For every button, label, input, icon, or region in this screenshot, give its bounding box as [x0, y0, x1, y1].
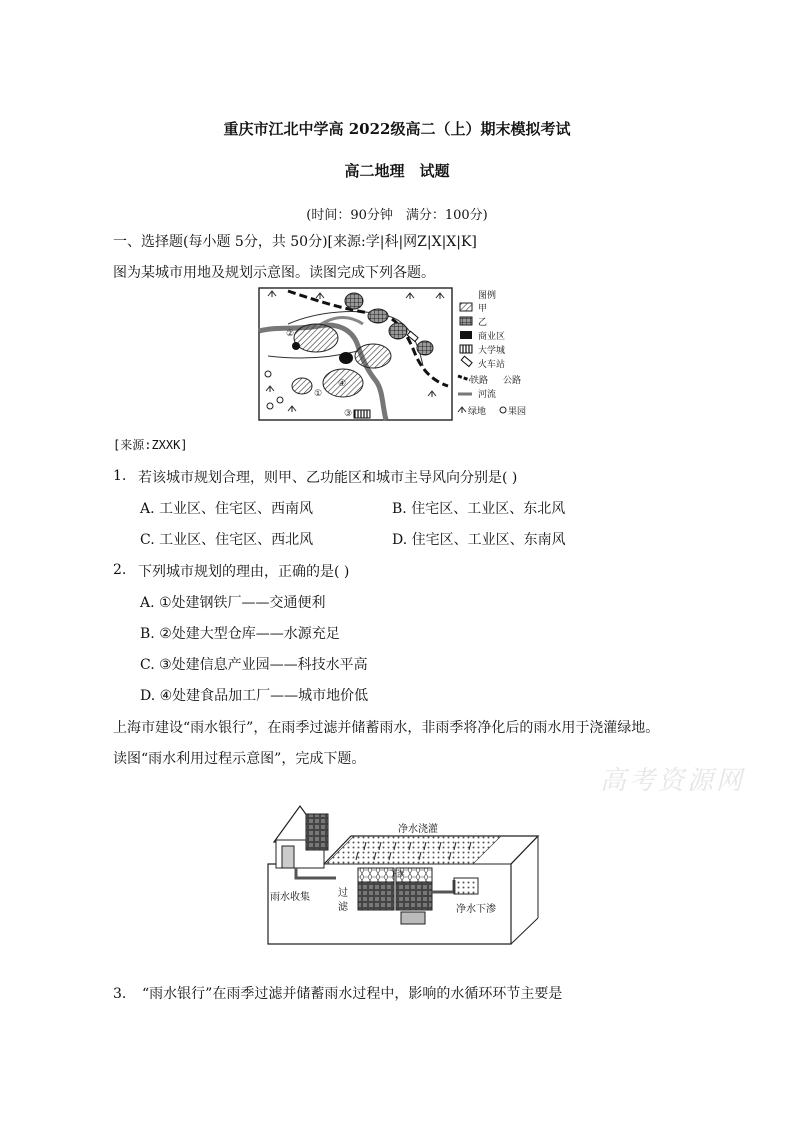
question-1-option-a: A. 工业区、住宅区、西南风	[140, 501, 314, 517]
question-1-option-c: C. 工业区、住宅区、西北风	[140, 532, 314, 548]
intro-text: 图为某城市用地及规划示意图。读图完成下列各题。	[113, 265, 435, 281]
question-2-option-c: C. ③处建信息产业园——科技水平高	[140, 657, 368, 673]
question-1-option-b: B. 住宅区、工业区、东北风	[392, 501, 566, 517]
svg-text:乙: 乙	[478, 318, 488, 328]
city-map-figure	[258, 286, 548, 422]
svg-text:滤: 滤	[338, 902, 348, 913]
svg-text:大学城: 大学城	[478, 346, 506, 356]
rain-intro-1: 上海市建设“雨水银行”，在雨季过滤并储蓄雨水，非雨季将净化后的雨水用于浇灌绿地。	[113, 720, 660, 736]
page-title: 重庆市江北中学高 2022级高二（上）期末模拟考试	[223, 120, 571, 138]
question-1-stem: 若该城市规划合理，则甲、乙功能区和城市主导风向分别是( )	[138, 470, 518, 486]
map-legend	[458, 289, 526, 417]
question-3-number: 3.	[113, 986, 127, 1002]
svg-text:甲: 甲	[478, 304, 488, 314]
rain-intro-2: 读图“雨水利用过程示意图”，完成下题。	[113, 751, 366, 767]
svg-text:果园: 果园	[508, 407, 527, 417]
svg-text:雨水收集: 雨水收集	[270, 892, 310, 903]
svg-text:净水浇灌: 净水浇灌	[398, 824, 438, 835]
question-1-option-d: D. 住宅区、工业区、东南风	[392, 532, 566, 548]
marker-1: ①	[314, 389, 323, 399]
time-info: (时间：90分钟 满分：100分)	[306, 208, 488, 223]
question-2-option-b: B. ②处建大型仓库——水源充足	[140, 626, 340, 642]
marker-2: ②	[286, 329, 295, 339]
svg-text:公路: 公路	[503, 376, 522, 386]
question-1-number: 1.	[113, 468, 127, 484]
svg-text:铁路: 铁路	[470, 376, 489, 386]
city-map-svg	[258, 286, 548, 422]
section-heading: 一、选择题(每小题 5分，共 50分)[来源:学|科|网Z|X|X|K]	[113, 234, 477, 250]
marker-4: ④	[338, 379, 347, 389]
svg-text:过: 过	[338, 888, 348, 899]
rain-process-svg	[266, 800, 540, 946]
watermark-text: 高考资源网	[600, 766, 746, 796]
question-2-number: 2.	[113, 562, 127, 578]
svg-text:净水下渗: 净水下渗	[456, 904, 496, 915]
source-note: [来源:ZXXK]	[113, 438, 188, 452]
svg-text:河流: 河流	[478, 390, 497, 400]
svg-text:下渗: 下渗	[390, 870, 404, 878]
question-2-option-a: A. ①处建钢铁厂——交通便利	[140, 595, 326, 611]
question-2-stem: 下列城市规划的理由，正确的是( )	[138, 564, 350, 580]
subject-title: 高二地理 试题	[344, 162, 450, 180]
question-3-stem: “雨水银行”在雨季过滤并储蓄雨水过程中，影响的水循环环节主要是	[142, 986, 563, 1002]
svg-text:商业区: 商业区	[478, 332, 506, 342]
svg-text:绿地: 绿地	[468, 407, 487, 417]
legend-title: 图例	[478, 291, 497, 301]
marker-3: ③	[344, 409, 353, 419]
rain-process-figure	[266, 800, 540, 946]
svg-text:火车站: 火车站	[478, 360, 506, 370]
question-2-option-d: D. ④处建食品加工厂——城市地价低	[140, 688, 369, 704]
